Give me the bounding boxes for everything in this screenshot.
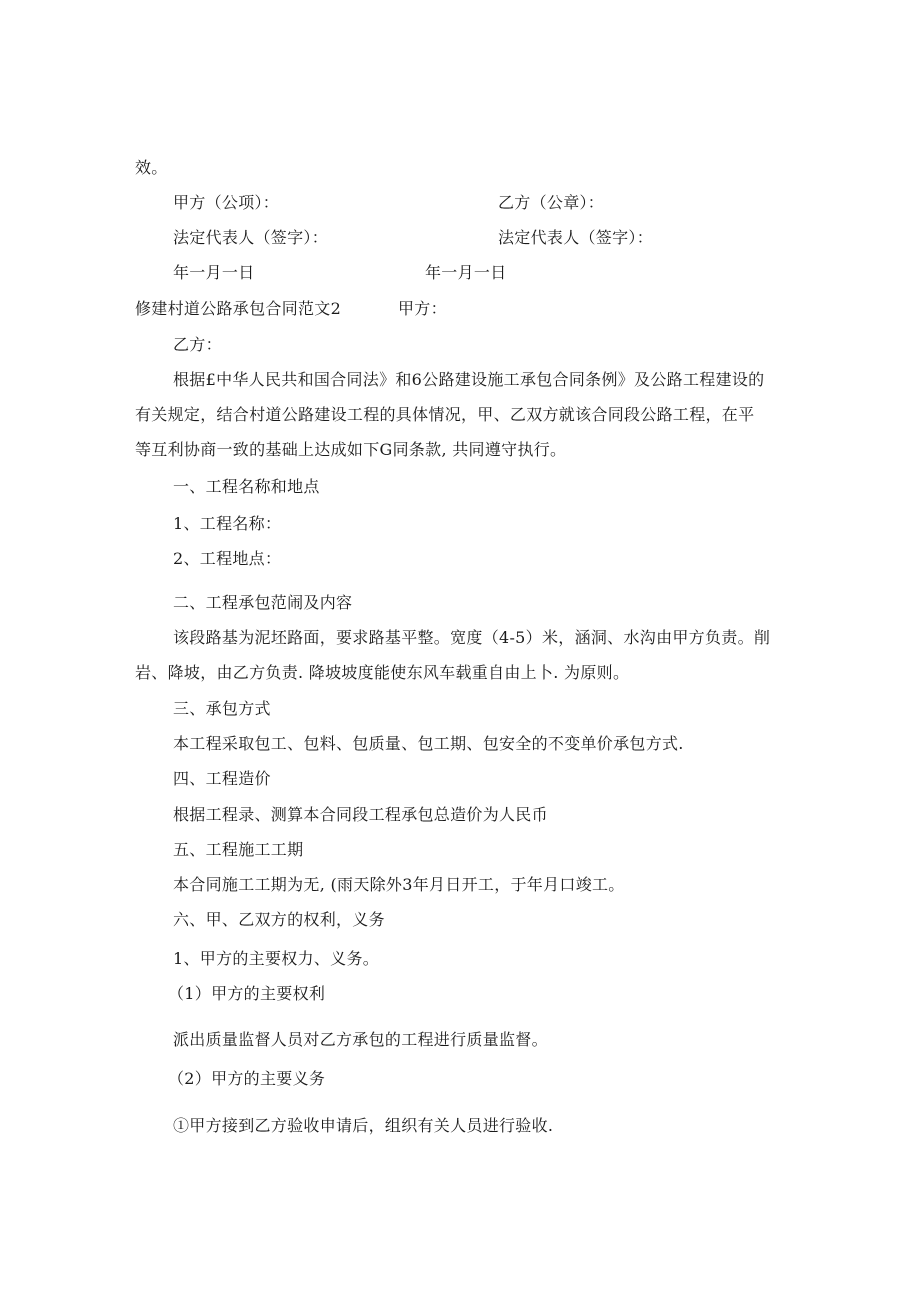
- party-b-label: 乙方：: [173, 335, 222, 354]
- paragraph-line: 岩、降坡，由乙方负责. 降坡坡度能使东风车载重自由上卜. 为原则。: [135, 663, 630, 682]
- section-heading-3: 三、承包方式: [173, 699, 271, 718]
- party-b-date: 年一月一日: [425, 263, 507, 282]
- paragraph-line: ①甲方接到乙方验收申请后，组织有关人员进行验收.: [173, 1116, 554, 1135]
- party-b-seal-label: 乙方（公章）：: [498, 193, 605, 212]
- party-a-rep-label: 法定代表人（签字）：: [173, 228, 329, 247]
- paragraph-line: 派出质量监督人员对乙方承包的工程进行质量监督。: [173, 1030, 548, 1049]
- paragraph-line: 本合同施工工期为无, (雨天除外3年月日开工，于年月口竣工。: [173, 875, 625, 894]
- section-heading-4: 四、工程造价: [173, 769, 271, 788]
- paragraph-line: 有关规定，结合村道公路建设工程的具体情况，甲、乙双方就该合同段公路工程，在平: [135, 405, 755, 424]
- list-item: 1、工程名称：: [173, 514, 282, 533]
- section-heading-contract-2: 修建村道公路承包合同范文2: [135, 299, 342, 318]
- subsection-heading: （2）甲方的主要义务: [168, 1069, 326, 1088]
- section-heading-5: 五、工程施工工期: [173, 840, 304, 859]
- paragraph-line: 该段路基为泥坯路面，要求路基平整。宽度（4-5）米，涵洞、水沟由甲方负责。削: [173, 628, 771, 647]
- party-a-seal-label: 甲方（公项）：: [173, 193, 280, 212]
- subsection-heading: （1）甲方的主要权利: [168, 984, 326, 1003]
- section-heading-2: 二、工程承包范闹及内容: [173, 593, 353, 612]
- subsection-heading: 1、甲方的主要权力、义务。: [173, 949, 380, 968]
- list-item: 2、工程地点：: [173, 549, 282, 568]
- paragraph-line: 根据£中华人民共和国合同法》和6公路建设施工承包合同条例》及公路工程建设的: [173, 370, 765, 389]
- text-line-effect: 效。: [135, 158, 168, 177]
- section-heading-1: 一、工程名称和地点: [173, 477, 320, 496]
- paragraph-line: 等互利协商一致的基础上达成如下G同条款, 共同遵守执行。: [135, 440, 567, 459]
- section-heading-6: 六、甲、乙双方的权利，义务: [173, 910, 385, 929]
- paragraph-line: 根据工程录、测算本合同段工程承包总造价为人民币: [173, 805, 548, 824]
- party-a-date: 年一月一日: [173, 263, 255, 282]
- party-b-rep-label: 法定代表人（签字）：: [498, 228, 654, 247]
- paragraph-line: 本工程采取包工、包料、包质量、包工期、包安全的不变单价承包方式.: [173, 734, 684, 753]
- party-a-label: 甲方：: [398, 299, 447, 318]
